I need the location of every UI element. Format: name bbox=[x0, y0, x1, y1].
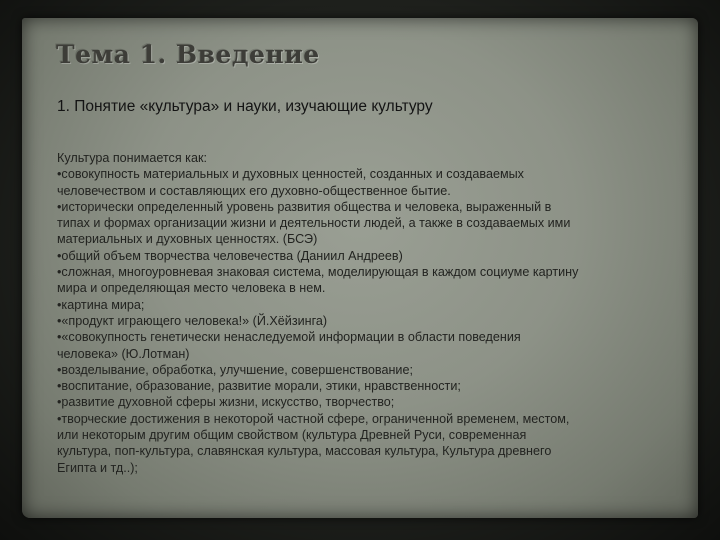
slide-subtitle: 1. Понятие «культура» и науки, изучающие культуру bbox=[57, 98, 433, 115]
body-line: •общий объем творчества человечества (Даниил Андреев) bbox=[57, 248, 403, 263]
body-line: •сложная, многоуровневая знаковая система, моделирующая в каждом социуме картину bbox=[57, 265, 579, 280]
body-line: или некоторым другим общим свойством (культура Древней Руси, современная bbox=[57, 428, 527, 443]
body-line: •картина мира; bbox=[57, 297, 145, 312]
body-line: культура, поп-культура, славянская культура, массовая культура, Культура древнего bbox=[57, 444, 552, 459]
body-line: •исторически определенный уровень развития общества и человека, выраженный в bbox=[57, 199, 552, 214]
body-line: человечеством и составляющих его духовно-общественное бытие. bbox=[57, 183, 451, 198]
body-line: Культура понимается как: bbox=[57, 151, 207, 165]
body-line: мира и определяющая место человека в нем. bbox=[57, 281, 326, 296]
body-line: •развитие духовной сферы жизни, искусство, творчество; bbox=[57, 395, 395, 410]
body-line: Египта и тд..); bbox=[57, 460, 138, 475]
body-line: •возделывание, обработка, улучшение, совершенствование; bbox=[57, 362, 413, 377]
body-line: •воспитание, образование, развитие морали, этики, нравственности; bbox=[57, 379, 461, 394]
body-line: материальных и духовных ценностях. (БСЭ) bbox=[57, 232, 318, 247]
body-line: •«продукт играющего человека!» (Й.Хёйзинга) bbox=[57, 313, 328, 328]
body-line: человека» (Ю.Лотман) bbox=[57, 346, 190, 361]
slide-title: Тема 1. Введение bbox=[56, 40, 320, 69]
body-line: типах и формах организации жизни и деятельности людей, а также в создаваемых ими bbox=[57, 216, 571, 231]
body-line: •«совокупность генетически ненаследуемой информации в области поведения bbox=[57, 330, 521, 345]
body-line: •творческие достижения в некоторой частной сфере, ограниченной временем, местом, bbox=[57, 411, 570, 426]
body-line: •совокупность материальных и духовных ценностей, созданных и создаваемых bbox=[57, 167, 524, 182]
slide-body bbox=[57, 150, 662, 476]
